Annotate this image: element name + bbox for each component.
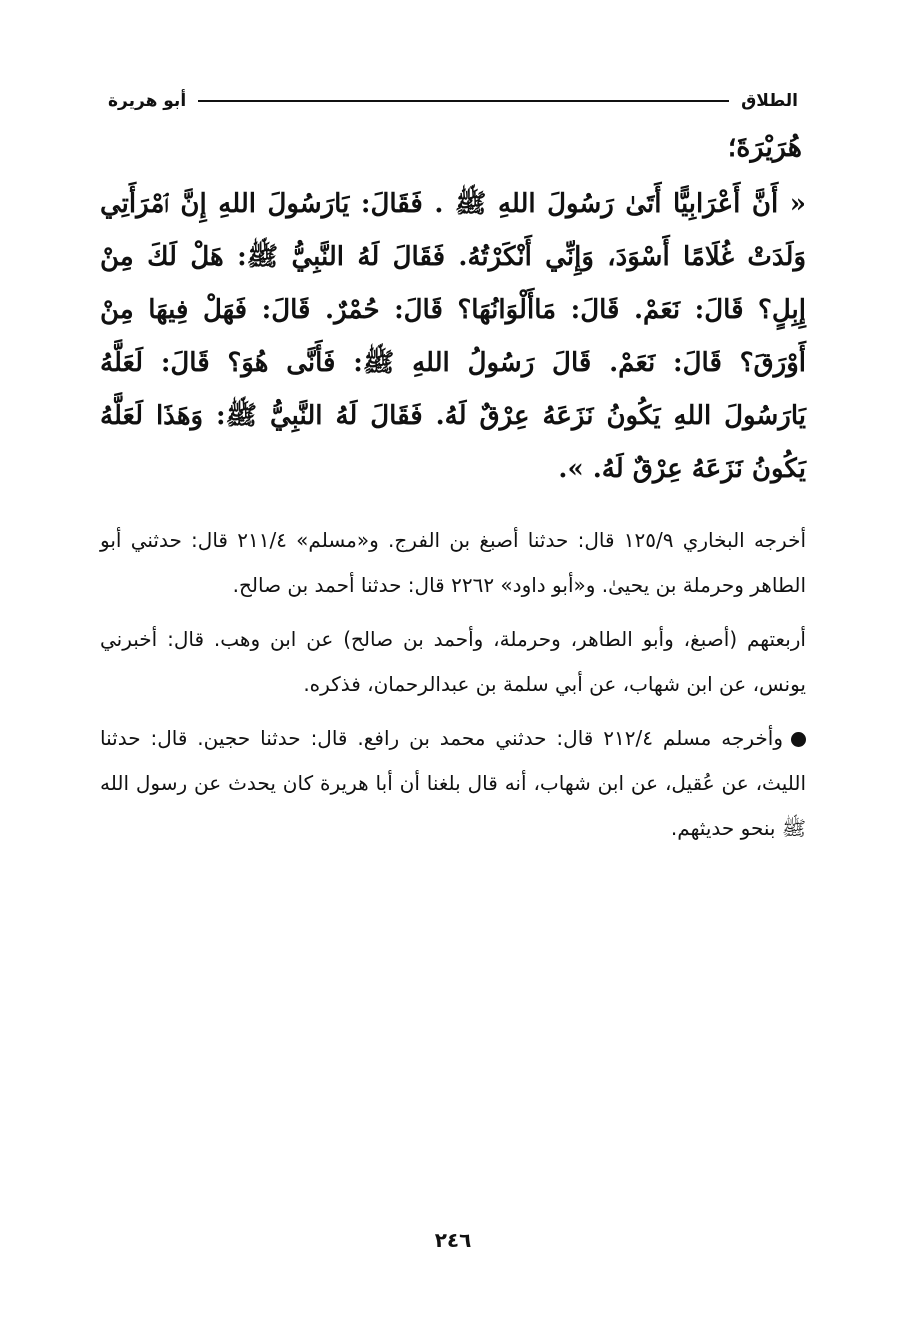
- note-paragraph-1: أخرجه البخاري ١٢٥/٩ قال: حدثنا أصبغ بن الفرج. و«مسلم» ٢١١/٤ قال: حدثني أبو الطاهر وحرملة بن يحيىٰ. و«أبو داود» ٢٢٦٢ قال: حدثنا أحمد بن صالح.: [100, 528, 806, 597]
- chapter-title: الطلاق: [741, 90, 798, 111]
- header-rule: [198, 100, 729, 102]
- page-number: ٢٤٦: [434, 1228, 472, 1252]
- hadith-section: [100, 124, 806, 496]
- note-paragraph-3-text: وأخرجه مسلم ٢١٢/٤ قال: حدثني محمد بن رافع. قال: حدثنا حجين. قال: حدثنا الليث، عن عُقيل، عن ابن شهاب، أنه قال بلغنا أن أبا هريرة كان يحدث عن رسول الله ﷺ بنحو حديثهم.: [100, 726, 806, 840]
- bullet-icon: [791, 732, 806, 747]
- note-paragraph-3: [100, 716, 806, 851]
- hadith-text: « أَنَّ أَعْرَابِيًّا أَتَىٰ رَسُولَ اللهِ ﷺ . فَقَالَ: يَارَسُولَ اللهِ إِنَّ ٱمْرَأَتِي وَلَدَتْ غُلَامًا أَسْوَدَ، وَإِنِّي أَنْكَرْتُهُ. فَقَالَ لَهُ النَّبِيُّ ﷺ: هَلْ لَكَ مِنْ إِبِلٍ؟ قَالَ: نَعَمْ. قَالَ: مَاأَلْوَانُهَا؟ قَالَ: حُمْرٌ. قَالَ: فَهَلْ فِيهَا مِنْ أَوْرَقَ؟ قَالَ: نَعَمْ. قَالَ رَسُولُ اللهِ ﷺ: فَأَنَّى هُوَ؟ قَالَ: لَعَلَّهُ يَارَسُولَ اللهِ يَكُونُ نَزَعَهُ عِرْقٌ لَهُ. فَقَالَ لَهُ النَّبِيُّ ﷺ: وَهَذَا لَعَلَّهُ يَكُونُ نَزَعَهُ عِرْقٌ لَهُ. ».: [100, 189, 806, 484]
- narrator-name: أبو هريرة: [108, 90, 187, 111]
- continuation-text: هُرَيْرَةَ؛: [727, 132, 802, 163]
- running-header: [108, 86, 798, 116]
- note-paragraph-2: أربعتهم (أصبغ، وأبو الطاهر، وحرملة، وأحمد بن صالح) عن ابن وهب. قال: أخبرني يونس، عن ابن شهاب، عن أبي سلمة بن عبدالرحمان، فذكره.: [100, 627, 806, 696]
- takhrij-notes: [100, 518, 806, 860]
